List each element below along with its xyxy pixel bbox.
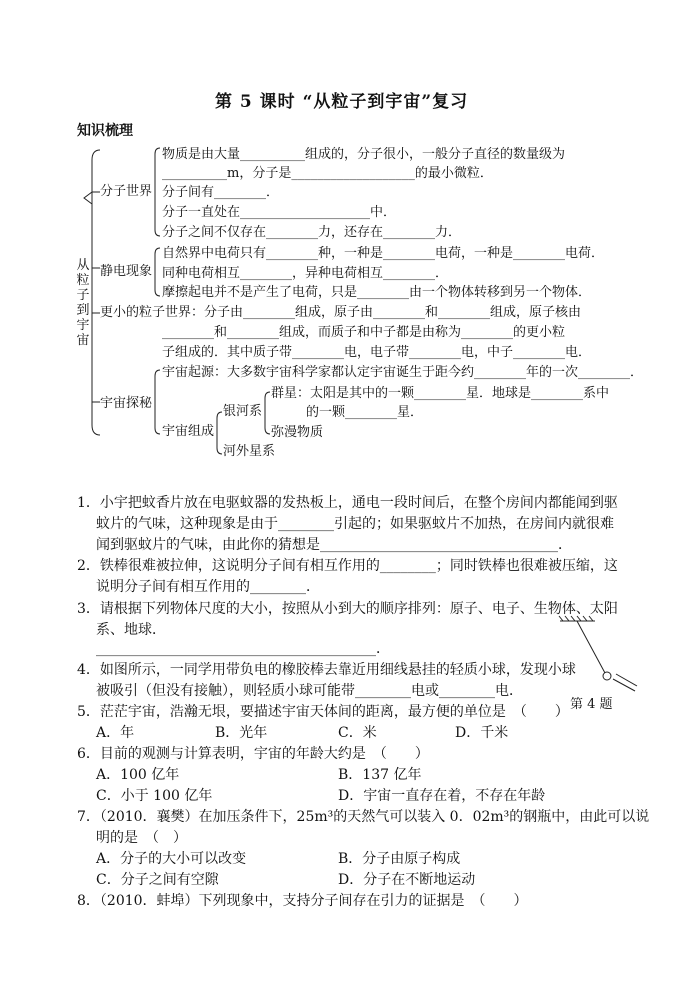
pendulum-figure <box>555 615 640 695</box>
universe-composition-label: 宇宙组成 <box>162 424 215 439</box>
question-3-line-2: 系、地球． <box>96 622 166 638</box>
question-1-line-1: 1．小宇把蚊香片放在电驱蚊器的发热板上，通电一段时间后，在整个房间内都能闻到驱 <box>77 495 618 511</box>
extragalactic-label: 河外星系 <box>223 444 276 459</box>
tree-root-label: 从粒子到宇宙 <box>76 258 90 348</box>
universe-origin-line: 宇宙起源：大多数宇宙科学家都认定宇宙诞生于距今约________年的一次________． <box>162 365 644 380</box>
question-6-option-d: D．宇宙一直存在着，不存在年龄 <box>338 788 546 804</box>
question-5-line-1: 5．茫茫宇宙，浩瀚无垠，要描述宇宙天体间的距离，最方便的单位是 （ ） <box>77 704 569 720</box>
branch-label-electrostatic: 静电现象 <box>100 264 153 279</box>
question-5-option-a: A．年 <box>96 725 135 741</box>
question-5-option-b: B．光年 <box>215 725 268 741</box>
question-1-line-3: 闻到驱蚊片的气味，由此你的猜想是__________________________________． <box>96 537 572 553</box>
question-6-option-a: A．100 亿年 <box>96 767 180 783</box>
question-6-line-1: 6．目前的观测与计算表明，宇宙的年龄大约是 （ ） <box>77 746 429 762</box>
question-2-line-1: 2．铁棒很难被拉伸，这说明分子间有相互作用的________；同时铁棒也很难被压缩，这 <box>77 558 618 574</box>
diffuse-matter-label: 弥漫物质 <box>271 425 324 440</box>
question-1-line-2: 蚊片的气味，这种现象是由于________引起的；如果驱蚊片不加热，在房间内就很难 <box>96 516 614 532</box>
electrostatic-line-1: 自然界中电荷只有________种，一种是________电荷，一种是________电荷． <box>162 246 605 261</box>
question-2-line-2: 说明分子间有相互作用的________． <box>96 579 320 595</box>
smaller-particles-line-2: ________和________组成，而质子和中子都是由称为________的更小粒 <box>162 325 566 340</box>
question-7-option-d: D．分子在不断地运动 <box>338 872 476 888</box>
question-7-option-c: C．分子之间有空隙 <box>96 872 219 888</box>
molecular-line-5: 分子之间不仅存在________力，还存在________力． <box>162 225 462 240</box>
smaller-particles-line-3: 子组成的．其中质子带________电，电子带________电，中子________电． <box>162 345 592 360</box>
molecular-line-2: __________m，分子是___________________的最小微粒． <box>162 166 493 181</box>
molecular-line-4: 分子一直处在____________________中． <box>162 205 397 220</box>
branch-label-molecular-world: 分子世界 <box>100 184 153 199</box>
molecular-line-3: 分子间有________． <box>162 185 280 200</box>
stars-line-1: 群星：太阳是其中的一颗________星．地球是________系中 <box>271 386 610 401</box>
question-7-option-a: A．分子的大小可以改变 <box>96 851 247 867</box>
question-7-line-1: 7．（2010．襄樊）在加压条件下，25m³的天然气可以装入 0．02m³的钢瓶中，由此可以说 <box>77 809 650 825</box>
smaller-particles-line-1: 更小的粒子世界：分子由________组成，原子由________和________组成，原子核由 <box>100 305 582 320</box>
page-title: 第 5 课时 “从粒子到宇宙”复习 <box>215 92 469 112</box>
molecular-line-1: 物质是由大量__________组成的，分子很小，一般分子直径的数量级为 <box>162 147 566 162</box>
milky-way-label: 银河系 <box>223 404 263 419</box>
question-6-option-b: B．137 亿年 <box>338 767 422 783</box>
question-5-option-c: C．米 <box>338 725 377 741</box>
question-4-line-2: 被吸引（但没有接触），则轻质小球可能带________电或________电． <box>96 683 523 699</box>
question-6-option-c: C．小于 100 亿年 <box>96 788 213 804</box>
question-3-line-1: 3．请根据下列物体尺度的大小，按照从小到大的顺序排列：原子、电子、生物体、太阳 <box>77 601 618 617</box>
question-5-option-d: D．千米 <box>455 725 509 741</box>
question-3-line-3: ________________________________________． <box>96 641 390 657</box>
question-4-line-1: 4．如图所示，一同学用带负电的橡胶棒去靠近用细线悬挂的轻质小球，发现小球 <box>77 662 576 678</box>
stars-line-2: 的一颗________星． <box>306 405 424 420</box>
question-7-option-b: B．分子由原子构成 <box>338 851 461 867</box>
branch-label-universe: 宇宙探秘 <box>100 396 153 411</box>
electrostatic-line-3: 摩擦起电并不是产生了电荷，只是________由一个物体转移到另一个物体． <box>162 285 592 300</box>
section-heading: 知识梳理 <box>77 123 133 139</box>
question-7-line-2: 明的是 （ ） <box>96 830 187 846</box>
figure-4-label: 第 4 题 <box>570 697 613 712</box>
electrostatic-line-2: 同种电荷相互________，异种电荷相互________． <box>162 266 449 281</box>
question-8-line-1: 8．（2010．蚌埠）下列现象中，支持分子间存在引力的证据是 （ ） <box>77 893 528 909</box>
